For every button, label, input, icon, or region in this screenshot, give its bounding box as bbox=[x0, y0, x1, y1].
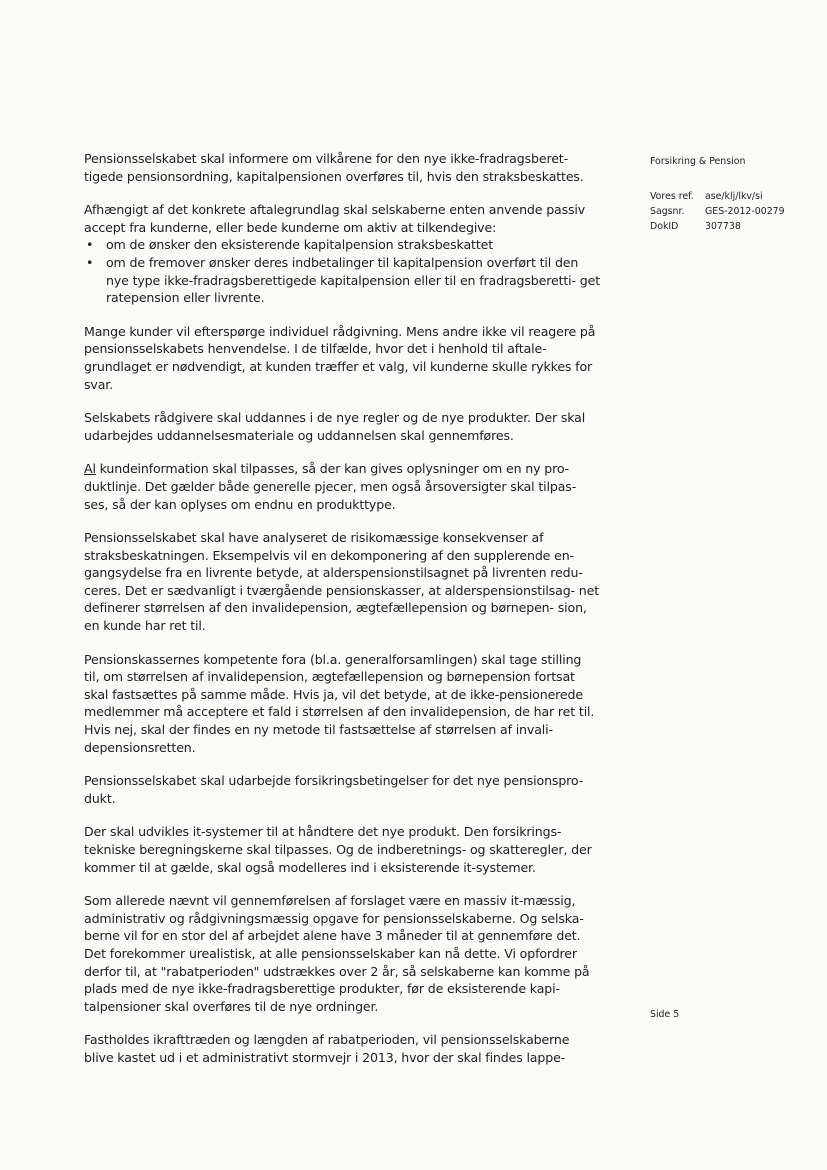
paragraph-it-systems: Der skal udvikles it-systemer til at håndtere det nye produkt. Den forsikrings- tekniske beregningskerne skal tilpasses. Og de indberetnings- og skatteregler, der kommer til at gælde, skal også modelleres ind i eksisterende it-systemer. bbox=[84, 824, 592, 875]
meta-value: 307738 bbox=[705, 221, 741, 232]
organization-name: Forsikring & Pension bbox=[650, 156, 746, 167]
list-item: • om de fremover ønsker deres indbetalinger til kapitalpension overført til den nye type ikke-fradragsberettigede kapitalpension eller til en fradragsberetti- get ratepension eller livrente. bbox=[84, 254, 600, 307]
page-number: Side 5 bbox=[650, 1009, 680, 1020]
paragraph-information: Pensionsselskabet skal informere om vilkårene for den nye ikke-fradragsberet- tigede pensionsordning, kapitalpensionen overføres til, hvis den straksbeskattes. bbox=[84, 151, 584, 184]
paragraph-customer-info bbox=[84, 460, 600, 513]
paragraph-conditions: Pensionsselskabet skal udarbejde forsikringsbetingelser for det nye pensionspro- dukt. bbox=[84, 773, 584, 806]
list-item: • om de ønsker den eksisterende kapitalpension straksbeskattet bbox=[84, 236, 600, 254]
sidebar bbox=[650, 154, 820, 234]
meta-row bbox=[650, 219, 820, 234]
paragraph-text: kundeinformation skal tilpasses, så der kan gives oplysninger om en ny pro- duktlinje. Det gælder både generelle pjecer, men også årsoversigter skal tilpas- ses, så der kan oplyses om endnu en produkttype. bbox=[84, 461, 577, 512]
meta-key: Sagsnr. bbox=[650, 206, 685, 217]
paragraph-training: Selskabets rådgivere skal uddannes i de nye regler og de nye produkter. Der skal udarbejdes uddannelsesmateriale og uddannelsen skal gennemføres. bbox=[84, 410, 586, 443]
paragraph-advice: Mange kunder vil efterspørge individuel rådgivning. Mens andre ikke vil reagere på pensionsselskabets henvendelse. I de tilfælde, hvor det i henhold til aftale- grundlaget er nødvendigt, at kunden træffer et valg, vil kunderne skulle rykkes for svar. bbox=[84, 323, 596, 392]
meta-key: DokID bbox=[650, 221, 679, 232]
meta-row bbox=[650, 204, 820, 219]
bullet-list bbox=[84, 236, 600, 306]
meta-key: Vores ref. bbox=[650, 191, 694, 202]
paragraph-pension-funds: Pensionskassernes kompetente fora (bl.a. generalforsamlingen) skal tage stilling til, om størrelsen af invalidepension, ægtefællepension og børnepension fortsat skal fastsættes på samme måde. Hvis ja, vil det betyde, at de ikke-pensionerede medlemmer må acceptere et fald i størrelsen af den invalidepension, de har ret til. Hvis nej, skal der findes en ny metode til fastsættelse af størrelsen af invali- depensionsretten. bbox=[84, 651, 595, 755]
paragraph-acceptance: Afhængigt af det konkrete aftalegrundlag skal selskaberne enten anvende passiv accept fra kunderne, eller bede kunderne om aktiv at tilkendegive: bbox=[84, 202, 586, 235]
document-body bbox=[84, 150, 600, 1083]
meta-row bbox=[650, 189, 820, 204]
meta-value: GES-2012-00279 bbox=[705, 206, 785, 217]
paragraph-rebate-period: Som allerede nævnt vil gennemførelsen af forslaget være en massiv it-mæssig, administrativ og rådgivningsmæssig opgave for pensionsselskaberne. Og selska- berne vil for en stor del af arbejdet alene have 3 måneder til at gennemføre det. Det forekommer urealistisk, at alle pensionsselskaber kan nå dette. Vi opfordrer derfor til, at "rabatperioden" udstrækkes over 2 år, så selskaberne kan komme på plads med de nye ikke-fradragsberettige produkter, før de eksisterende kapi- talpensioner skal overføres til de nye ordninger. bbox=[84, 893, 590, 1014]
meta-value: ase/klj/lkv/si bbox=[705, 191, 763, 202]
paragraph-risk: Pensionsselskabet skal have analyseret de risikomæssige konsekvenser af straksbeskatningen. Eksempelvis vil en dekomponering af den supplerende en- gangsydelse fra en livrente betyde, at alderspensionstilsagnet på livrenten redu- ceres. Det er sædvanligt i tværgående pensionskasser, at alderspensionstilsag- net definerer størrelsen af den invalidepension, ægtefællepension og børnepen- sion, en kunde har ret til. bbox=[84, 530, 600, 634]
underlined-word: Al bbox=[84, 461, 96, 477]
paragraph-entry-into-force: Fastholdes ikrafttræden og længden af rabatperioden, vil pensionsselskaberne blive kastet ud i et administrativt stormvejr i 2013, hvor der skal findes lappe- bbox=[84, 1032, 570, 1065]
